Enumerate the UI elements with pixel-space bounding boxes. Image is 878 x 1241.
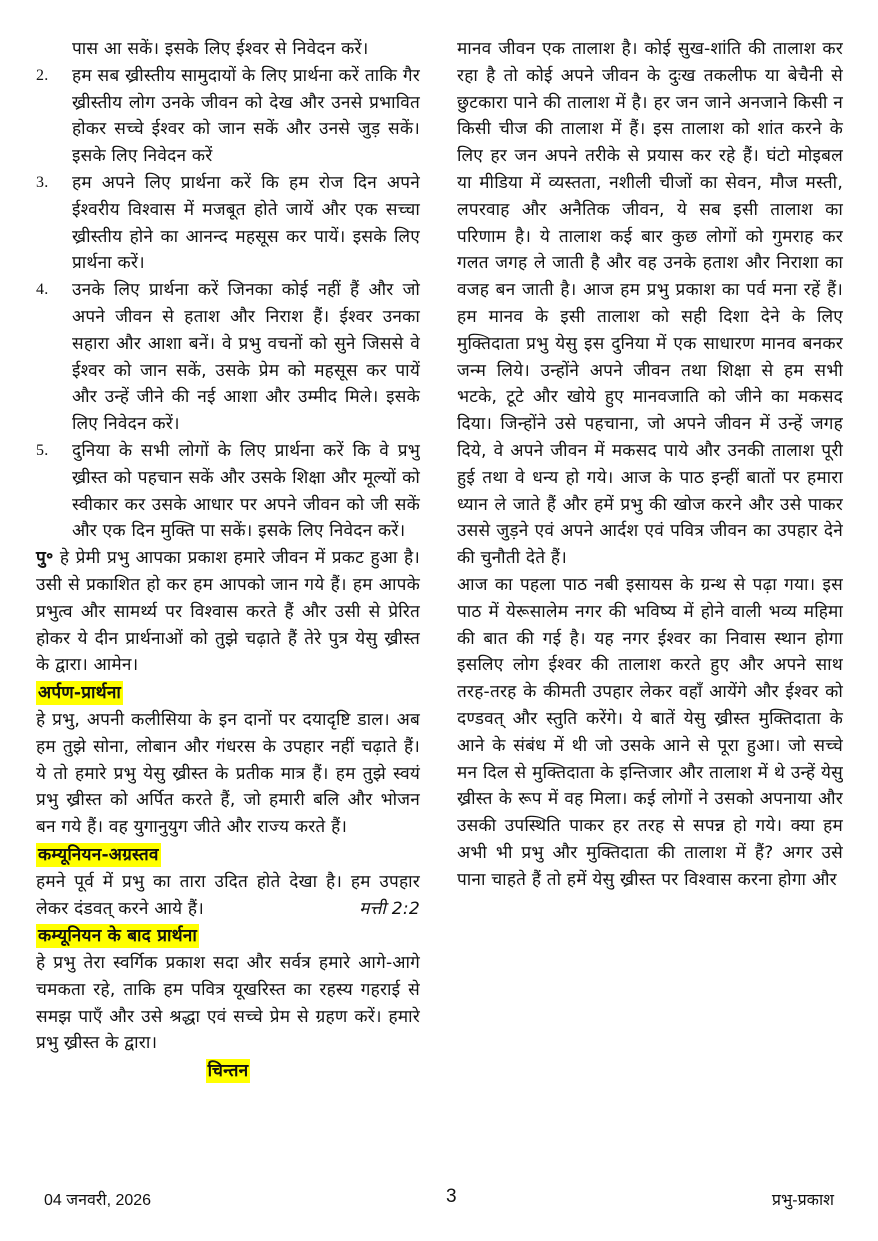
- petition-number: 2.: [36, 66, 49, 84]
- right-column: [457, 36, 843, 894]
- reflection-paragraph: मानव जीवन एक तालाश है। कोई सुख-शांति की तालाश कर रहा है तो कोई अपने जीवन के दुःख तकलीफ या बेचैनी से छुटकारा पाने की तालाश में है। हर जन जाने अनजाने किसी न किसी चीज की तालाश में हैं। इस तालाश को शांत करने के लिए हर जन अपने तरीके से प्रयास कर रहे हैं। घंटो मोइबल या मीडिया में व्यस्तता, नशीली चीजों का सेवन, मौज मस्ती, लपरवाह और अनैतिक जीवन, ये सब इसी तालाश का परिणाम है। ये तालाश कई बार कुछ लोगों को गुमराह कर गलत जगह ले जाती है और वह उनके हताश और निराशा का वजह बन जाती है। आज हम प्रभु प्रकाश का पर्व मना रहें हैं। हम मानव के इसी तालाश को सही दिशा देने के लिए मुक्तिदाता प्रभु येसु इस दुनिया में एक साधारण मानव बनकर जन्म लिये। उन्होंने अपने जीवन तथा शिक्षा से हम सभी भटके, टूटे और खोये हुए मानवजाति को जीने का मकसद दिया। जिन्होंने उसे पहचाना, जो अपने जीवन में उन्हें जगह दिये, वे अपने जीवन में मकसद पाये और उनकी तालाश पूरी हुई तथा वे धन्य हो गये। आज के पाठ इन्हीं बातों पर हमारा ध्यान ले जाते हैं और हमें प्रभु की खोज करने और उसे पाकर उससे जुड़ने एवं अपने आर्दश एवं पवित्र जीवन का उपहार देने की चुनौती देते हैं।: [457, 39, 843, 569]
- petition-text: उनके लिए प्रार्थना करें जिनका कोई नहीं हैं और जो अपने जीवन से हताश और निराश हैं। ईश्वर उनका सहारा और आशा बनें। वे प्रभु वचनों को सुने जिससे वे ईश्वर को जान सकें, उसके प्रेम को महसूस कर पायें और उन्हें जीने की नई आशा और उम्मीद मिले। इसके लिए निवेदन करें।: [72, 280, 420, 435]
- communion-antiphon: [36, 869, 420, 923]
- offertory-text: हे प्रभु, अपनी कलीसिया के इन दानों पर दयादृष्टि डाल। अब हम तुझे सोना, लोबान और गंधरस के उपहार नहीं चढ़ाते हैं। ये तो हमारे प्रभु येसु ख्रीस्त के प्रतीक मात्र हैं। हम तुझे स्वयं प्रभु ख्रीस्त को अर्पित करते हैं, जो हमारी बलि और भोजन बन गये हैं। वह युगानुयुग जीते और राज्य करते हैं।: [36, 709, 420, 838]
- left-column: [36, 36, 420, 1085]
- petition-item: [36, 277, 420, 438]
- petition-text: दुनिया के सभी लोगों के लिए प्रार्थना करें कि वे प्रभु ख्रीस्त को पहचान सकें और उसके शिक्षा और मूल्यों को स्वीकार कर उसके आधार पर अपने जीवन को जी सकें और एक दिन मुक्ति पा सकें। इसके लिए निवेदन करें।: [72, 440, 420, 542]
- offertory-heading: अर्पण-प्रार्थना: [38, 683, 122, 704]
- petition-item: [36, 63, 420, 170]
- publication-name: प्रभु-प्रकाश: [771, 1192, 834, 1209]
- petition-number: 5.: [36, 441, 49, 459]
- page-footer: [0, 1188, 878, 1212]
- reflection-paragraph: आज का पहला पाठ नबी इसायस के ग्रन्थ से पढ़ा गया। इस पाठ में येरूसालेम नगर की भविष्य में होने वाली भव्य महिमा की बात की गई है। यह नगर ईश्वर का निवास स्थान होगा इसलिए लोग ईश्वर की तालाश करते हुए और अपने साथ तरह-तरह के कीमती उपहार लेकर वहाँ आयेंगे और ईश्वर को दण्डवत् और स्तुति करेंगे। ये बातें येसु ख्रीस्त मुक्तिदाता के आने के संबंध में थी जो उसके आने से पूरा हुआ। जो सच्चे मन दिल से मुक्तिदाता के इन्तिजार और तालाश में थे उन्हें येसु ख्रीस्त के रूप में वह मिला। कई लोगों ने उसको अपनाया और उसकी उपस्थिति पाकर हर तरह से सपन्न हो गये। क्या हम अभी भी प्रभु और मुक्तिदाता की तालाश में हैं? अगर उसे पाना चाहते हैं तो हमें येसु ख्रीस्त पर विश्वास करना होगा और: [457, 574, 843, 890]
- priest-concluding-prayer: [36, 545, 420, 679]
- scripture-reference: मत्ती 2:2: [359, 898, 420, 919]
- post-communion-text: हे प्रभु तेरा स्वर्गिक प्रकाश सदा और सर्वत्र हमारे आगे-आगे चमकता रहे, ताकि हम पवित्र यूखरिस्त का रहस्य गहराई से समझ पाएँ और उसे श्रद्धा एवं सच्चे प्रेम से ग्रहण करें। हमारे प्रभु ख्रीस्त के द्वारा।: [36, 953, 420, 1054]
- communion-antiphon-heading: कम्यूनियन-अग्रस्तव: [38, 844, 159, 865]
- priest-prayer-text: हे प्रेमी प्रभु आपका प्रकाश हमारे जीवन में प्रकट हुआ है। उसी से प्रकाशित हो कर हम आपको जान गये हैं। हम आपके प्रभुत्व और सामर्थ्य पर विश्वास करते हैं और उसी से प्रेरित होकर ये दीन प्रार्थनाओं को तुझे चढ़ाते हैं तेरे पुत्र येसु ख्रीस्त के द्वारा। आमेन।: [36, 548, 420, 676]
- footer-date: 04 जनवरी, 2026: [44, 1192, 152, 1209]
- communion-antiphon-text: हमने पूर्व में प्रभु का तारा उदित होते देखा है। हम उपहार लेकर दंडवत् करने आये हैं।: [36, 871, 420, 919]
- priest-marker: पु॰: [36, 548, 54, 569]
- reflection-heading: चिन्तन: [207, 1061, 249, 1082]
- petition-text: हम सब ख्रीस्तीय सामुदायों के लिए प्रार्थना करें ताकि गैर ख्रीस्तीय लोग उनके जीवन को देख और उनसे प्रभावित होकर सच्चे ईश्वर को जान सकें और उनसे जुड़ सकें। इसके लिए निवेदन करें: [72, 65, 420, 167]
- petition-item: [36, 438, 420, 545]
- petition-number: 3.: [36, 173, 49, 191]
- petition-item: [36, 170, 420, 277]
- page-number: 3: [446, 1186, 457, 1207]
- petition-continuation: पास आ सकें। इसके लिए ईश्वर से निवेदन करें।: [72, 39, 369, 59]
- petition-number: 4.: [36, 281, 49, 299]
- petition-text: हम अपने लिए प्रार्थना करें कि हम रोज दिन अपने ईश्वरीय विश्वास में मजबूत होते जायें और एक सच्चा ख्रीस्तीय होने का आनन्द महसूस कर पायें। इसके लिए प्रार्थना करें।: [72, 172, 420, 274]
- post-communion-heading: कम्यूनियन के बाद प्रार्थना: [38, 926, 198, 947]
